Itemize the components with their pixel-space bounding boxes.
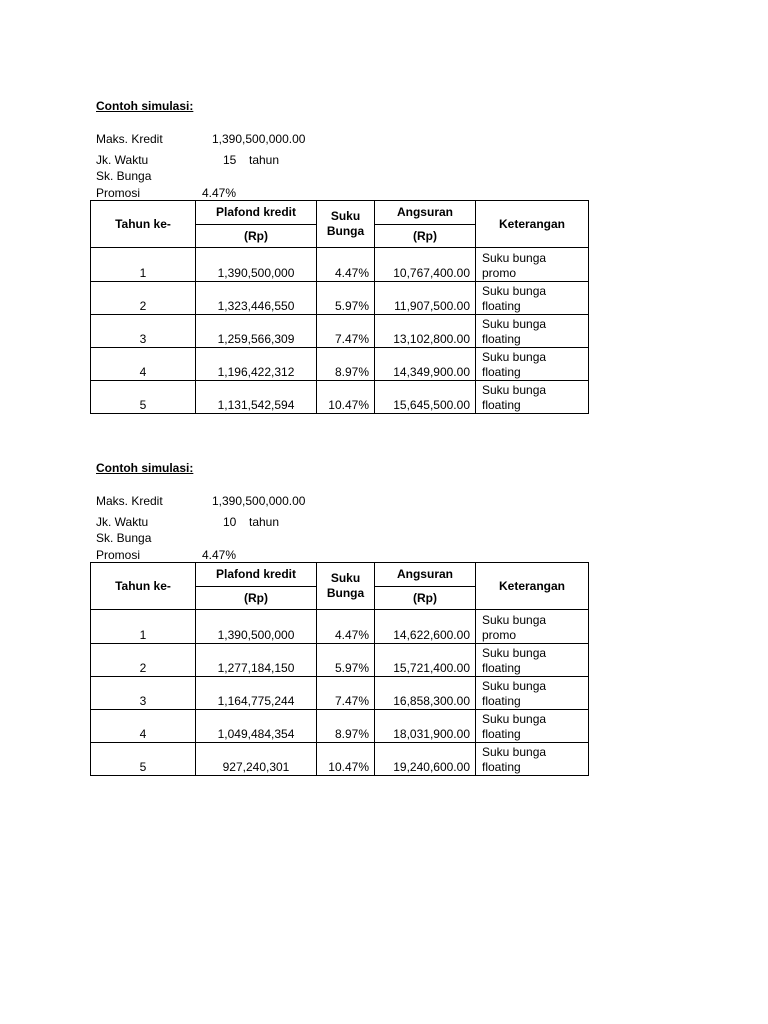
cell-angsuran: 16,858,300.00 — [375, 677, 476, 710]
maks-kredit-label: Maks. Kredit — [96, 494, 163, 508]
cell-keterangan: Suku bunga floating — [476, 743, 589, 776]
cell-angsuran: 13,102,800.00 — [375, 315, 476, 348]
cell-plafond: 1,277,184,150 — [196, 644, 317, 677]
cell-suku-bunga: 7.47% — [317, 677, 375, 710]
header-tahun: Tahun ke- — [91, 201, 196, 248]
cell-plafond: 1,196,422,312 — [196, 348, 317, 381]
cell-plafond: 1,323,446,550 — [196, 282, 317, 315]
cell-keterangan: Suku bunga floating — [476, 710, 589, 743]
table-row — [91, 248, 589, 282]
header-plafond-unit: (Rp) — [196, 225, 317, 248]
table-row — [91, 644, 589, 677]
table-row — [91, 282, 589, 315]
cell-suku-bunga: 7.47% — [317, 315, 375, 348]
cell-angsuran: 15,645,500.00 — [375, 381, 476, 414]
header-angsuran-unit: (Rp) — [375, 225, 476, 248]
maks-kredit-label: Maks. Kredit — [96, 132, 163, 146]
cell-keterangan: Suku bunga floating — [476, 315, 589, 348]
jk-waktu-unit: tahun — [249, 515, 280, 529]
section-heading: Contoh simulasi: — [96, 461, 194, 475]
cell-suku-bunga: 10.47% — [317, 743, 375, 776]
table-row — [91, 610, 589, 644]
cell-tahun: 3 — [91, 315, 196, 348]
cell-suku-bunga: 10.47% — [317, 381, 375, 414]
table-row — [91, 710, 589, 743]
cell-keterangan: Suku bunga floating — [476, 348, 589, 381]
header-plafond: Plafond kredit — [196, 201, 317, 225]
sk-bunga-label: Sk. Bunga — [96, 531, 152, 545]
cell-plafond: 1,390,500,000 — [196, 248, 317, 282]
header-keterangan: Keterangan — [476, 563, 589, 610]
cell-plafond: 1,131,542,594 — [196, 381, 317, 414]
cell-angsuran: 14,349,900.00 — [375, 348, 476, 381]
cell-tahun: 4 — [91, 348, 196, 381]
simulation-section — [0, 0, 768, 412]
section-heading: Contoh simulasi: — [96, 99, 194, 113]
header-angsuran-unit: (Rp) — [375, 587, 476, 610]
cell-tahun: 3 — [91, 677, 196, 710]
cell-keterangan: Suku bunga floating — [476, 677, 589, 710]
header-keterangan: Keterangan — [476, 201, 589, 248]
cell-tahun: 4 — [91, 710, 196, 743]
cell-suku-bunga: 4.47% — [317, 248, 375, 282]
maks-kredit-value: 1,390,500,000.00 — [212, 132, 306, 146]
header-tahun: Tahun ke- — [91, 563, 196, 610]
jk-waktu-value: 10 — [223, 515, 237, 529]
cell-suku-bunga: 8.97% — [317, 348, 375, 381]
cell-tahun: 5 — [91, 381, 196, 414]
maks-kredit-value: 1,390,500,000.00 — [212, 494, 306, 508]
cell-suku-bunga: 5.97% — [317, 282, 375, 315]
jk-waktu-value: 15 — [223, 153, 237, 167]
promosi-value: 4.47% — [202, 548, 237, 562]
cell-plafond: 1,259,566,309 — [196, 315, 317, 348]
header-plafond-unit: (Rp) — [196, 587, 317, 610]
header-plafond: Plafond kredit — [196, 563, 317, 587]
cell-plafond: 1,049,484,354 — [196, 710, 317, 743]
jk-waktu-label: Jk. Waktu — [96, 515, 149, 529]
cell-keterangan: Suku bunga promo — [476, 248, 589, 282]
sk-bunga-label: Sk. Bunga — [96, 169, 152, 183]
simulation-section — [0, 362, 768, 774]
promosi-value: 4.47% — [202, 186, 237, 200]
jk-waktu-label: Jk. Waktu — [96, 153, 149, 167]
cell-tahun: 2 — [91, 282, 196, 315]
cell-tahun: 2 — [91, 644, 196, 677]
cell-keterangan: Suku bunga floating — [476, 381, 589, 414]
simulation-table — [90, 562, 589, 776]
cell-tahun: 5 — [91, 743, 196, 776]
jk-waktu-unit: tahun — [249, 153, 280, 167]
cell-suku-bunga: 4.47% — [317, 610, 375, 644]
cell-plafond: 1,390,500,000 — [196, 610, 317, 644]
cell-plafond: 927,240,301 — [196, 743, 317, 776]
cell-keterangan: Suku bunga floating — [476, 644, 589, 677]
header-angsuran: Angsuran — [375, 563, 476, 587]
table-row — [91, 743, 589, 776]
cell-tahun: 1 — [91, 610, 196, 644]
cell-suku-bunga: 5.97% — [317, 644, 375, 677]
cell-angsuran: 14,622,600.00 — [375, 610, 476, 644]
table-row — [91, 677, 589, 710]
cell-angsuran: 11,907,500.00 — [375, 282, 476, 315]
cell-plafond: 1,164,775,244 — [196, 677, 317, 710]
cell-angsuran: 19,240,600.00 — [375, 743, 476, 776]
header-suku-bunga: Suku Bunga — [317, 201, 375, 248]
cell-angsuran: 18,031,900.00 — [375, 710, 476, 743]
cell-suku-bunga: 8.97% — [317, 710, 375, 743]
header-angsuran: Angsuran — [375, 201, 476, 225]
cell-angsuran: 15,721,400.00 — [375, 644, 476, 677]
cell-tahun: 1 — [91, 248, 196, 282]
table-row — [91, 315, 589, 348]
cell-keterangan: Suku bunga floating — [476, 282, 589, 315]
promosi-label: Promosi — [96, 186, 141, 200]
promosi-label: Promosi — [96, 548, 141, 562]
header-suku-bunga: Suku Bunga — [317, 563, 375, 610]
cell-angsuran: 10,767,400.00 — [375, 248, 476, 282]
cell-keterangan: Suku bunga promo — [476, 610, 589, 644]
